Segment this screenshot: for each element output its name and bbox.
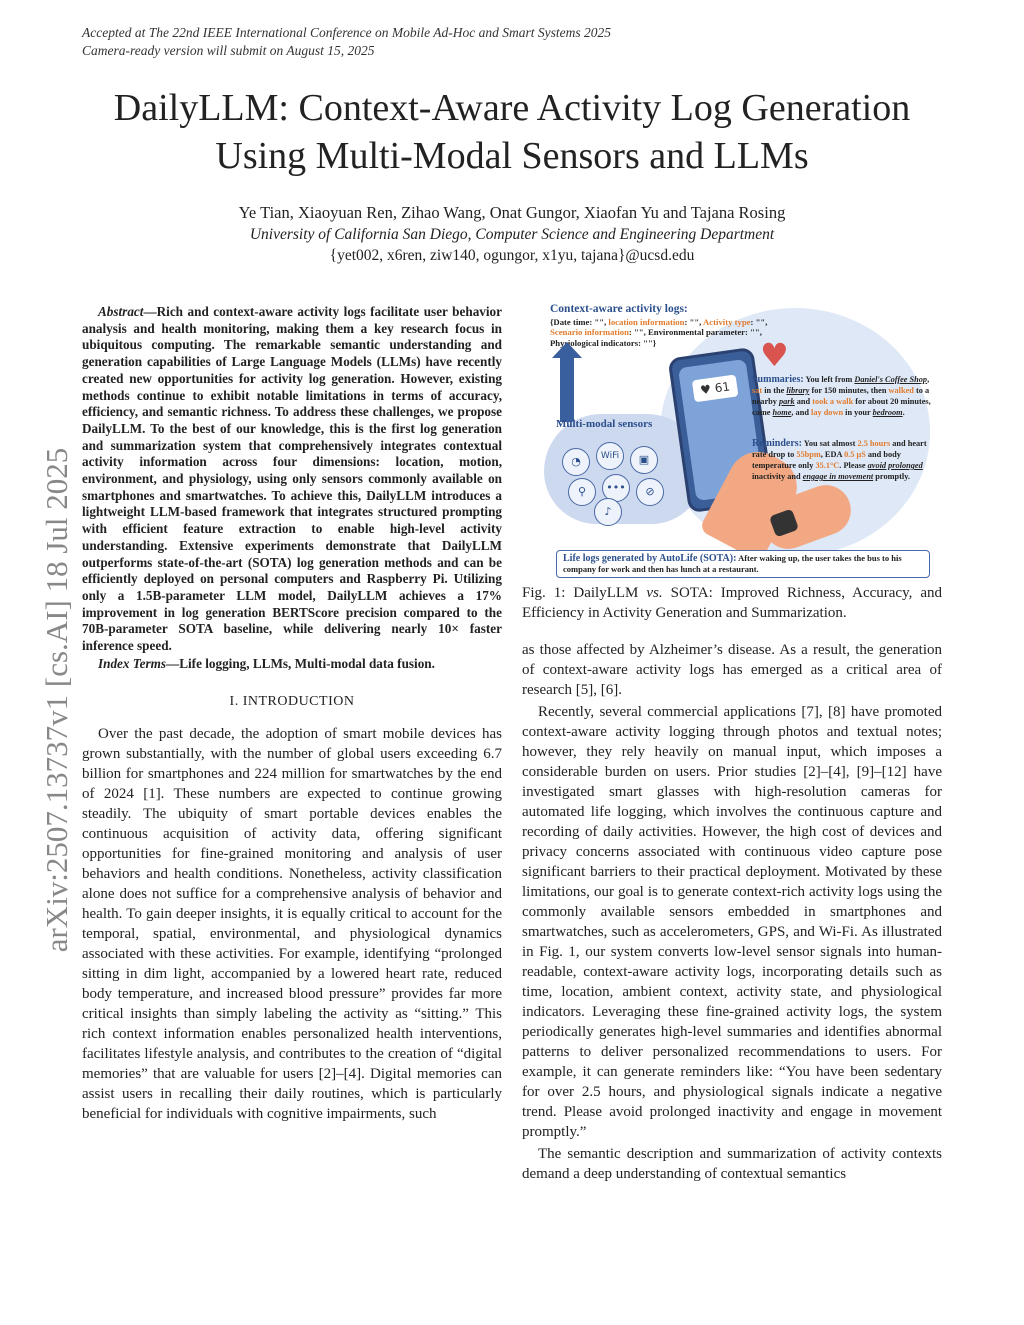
abstract-label: Abstract (98, 304, 144, 319)
index-terms-label: Index Terms (98, 655, 167, 671)
sensors-label: Multi-modal sensors (556, 418, 653, 430)
author-emails: {yet002, x6ren, ziw140, ogungor, x1yu, tajana}@ucsd.edu (329, 247, 695, 264)
figure-1 (540, 302, 940, 576)
right-body (522, 640, 942, 1184)
location-pin-icon: ⚲ (568, 478, 596, 506)
paragraph: Over the past decade, the adoption of smart mobile devices has grown substantially, with the number of global users exceeding 6.7 billion for smartphones and 224 million for smartwatches by the end of 2024 [1]. These numbers are expected to continue growing steadily. The ubiquity of smart portable devices enables the continuous acquisition of activity data, offering significant opportunities for fine-grained monitoring and analysis of user behaviors and health conditions. Nonetheless, activity classification alone does not suffice for a comprehensive analysis of behavior and health. To gain deeper insights, it is equally critical to account for the temporal, spatial, environmental, and physiological dynamics associated with these activities. For example, identifying “prolonged sitting in dim light, accompanied by a lowered heart rate, reduced body temperature, and increased blood pressure” provides far more critical insights than simply labeling the activity as “sitting.” This rich context information enables personalized health interventions, facilitates lifestyle analysis, and contributes to the creation of “digital memories” that are valuable for users [2]–[4]. Digital memories can assist users in recalling their daily routines, which is particularly beneficial for individuals with cognitive impairments, such (82, 725, 502, 1122)
summaries-box: Summaries: You left from Daniel's Coffee Shop, sat in the library for 150 minutes, then walked to a nearby park and took a walk for about 20 minutes, came home, and lay down in your bedroom. (752, 374, 931, 417)
abstract-text: —Rich and context-aware activity logs facilitate user behavior analysis and health monitoring, making them a key research focus in ubiquitous computing. The remarkable semantic understanding and generation capabilities of Large Language Models (LLMs) have recently created new opportunities for activity log generation. However, existing methods continue to exhibit notable limitations in terms of accuracy, efficiency, and semantic richness. To address these challenges, we propose DailyLLM. To the best of our knowledge, this is the first log generation and summarization system that comprehensively integrates contextual activity information across four dimensions: location, motion, environment, and physiology, using only sensors commonly available on smartphones and smartwatches. To achieve this, DailyLLM introduces a lightweight LLM-based framework that integrates structured prompting with efficient feature extraction to enable high-level activity understanding. Extensive experiments demonstrate that DailyLLM outperforms state-of-the-art (SOTA) log generation methods and can be efficiently deployed on personal computers and Raspberry Pi. Utilizing only a 1.5B-parameter LLM model, DailyLLM achieves a 17% improvement in log generation BERTScore precision compared to the 70B-parameter SOTA baseline, while delivering nearly 10× faster inference speed. (82, 304, 502, 654)
wifi-icon: WiFi (596, 442, 624, 470)
microphone-icon: ♪ (594, 498, 622, 526)
left-column (82, 304, 502, 1124)
authors: Ye Tian, Xiaoyuan Ren, Zihao Wang, Onat Gungor, Xiaofan Yu and Tajana Rosing (238, 203, 786, 222)
paragraph: Recently, several commercial applications [7], [8] have promoted context-aware activity logging through photos and textual notes; however, they rely heavily on manual input, which imposes a considerable burden on users. Prior studies [2]–[4], [9]–[12] have investigated smart glasses with high-resolution cameras for automated life logging, which involves the continuous capture and recording of daily activities. However, the high cost of devices and privacy concerns associated with continuous video capture pose significant barriers to their practical deployment. Motivated by these limitations, our goal is to generate context-rich activity logs using the commonly available sensors embedded in smartphones and smartwatches, such as accelerometers, GPS, and Wi-Fi. As illustrated in Fig. 1, our system converts low-level sensor signals into human-readable, context-aware activity logs, incorporating details such as time, location, ambient context, activity state, and physiological indicators. Leveraging these fine-grained activity logs, the system periodically generates high-level summaries and identifies abnormal patterns to deliver personalized recommendations to users. For example, it can generate reminders like: “You have been sedentary for over 2.5 hours, and physiological signals indicate a negative trend. Please avoid prolonged inactivity and engage in movement promptly.” (522, 704, 942, 1140)
index-terms (82, 655, 502, 672)
abstract (82, 304, 502, 655)
conference-note (82, 24, 611, 60)
chip-icon: ▣ (630, 446, 658, 474)
left-body (82, 724, 502, 1124)
index-terms-text: —Life logging, LLMs, Multi-modal data fusion. (166, 655, 435, 671)
compass-icon: ⊘ (636, 478, 664, 506)
speedometer-icon: ◔ (562, 448, 590, 476)
arrow-up-icon (560, 356, 574, 422)
paragraph: as those affected by Alzheimer’s disease. As a result, the generation of context-aware activity logs has emerged as a critical area of research [5], [6]. (522, 642, 942, 698)
conference-note-line2: Camera-ready version will submit on August 15, 2025 (82, 43, 375, 58)
arxiv-stamp: arXiv:2507.13737v1 [cs.AI] 18 Jul 2025 (39, 447, 74, 953)
context-log-fields: {Date time: "", location information: "", Activity type: "", Scenario information: "", Environmental parameter: "", Physiological indicators: ""} (550, 316, 768, 348)
title-line1: DailyLLM: Context-Aware Activity Log Generation (113, 87, 911, 129)
heart-rate-readout: ♥ 61 (692, 374, 739, 402)
conference-note-line1: Accepted at The 22nd IEEE International Conference on Mobile Ad-Hoc and Smart Systems 2025 (82, 25, 612, 40)
figure-caption: Fig. 1: DailyLLM vs. SOTA: Improved Richness, Accuracy, and Efficiency in Activity Generation and Summarization. (522, 585, 942, 621)
title-line2: Using Multi-Modal Sensors and LLMs (215, 135, 809, 177)
sota-life-log-box: Life logs generated by AutoLife (SOTA): After waking up, the user takes the bus to his company for work and then has lunch at a restaurant. (556, 550, 930, 578)
paragraph: The semantic description and summarization of activity contexts demand a deep understanding of contextual semantics (522, 1146, 942, 1182)
reminders-box: Reminders: You sat almost 2.5 hours and heart rate drop to 55bpm, EDA 0.5 μS and body temperature only 35.1°C. Please avoid prolonged inactivity and engage in movement promptly. (752, 438, 927, 481)
paper-title (40, 84, 984, 180)
heart-icon: ♥ (760, 336, 789, 374)
dots-icon: ••• (602, 474, 630, 502)
affiliation: University of California San Diego, Computer Science and Engineering Department (249, 226, 775, 243)
section-heading: I. INTRODUCTION (229, 693, 355, 709)
context-log-title: Context-aware activity logs: (550, 303, 688, 315)
right-column (522, 640, 942, 1186)
